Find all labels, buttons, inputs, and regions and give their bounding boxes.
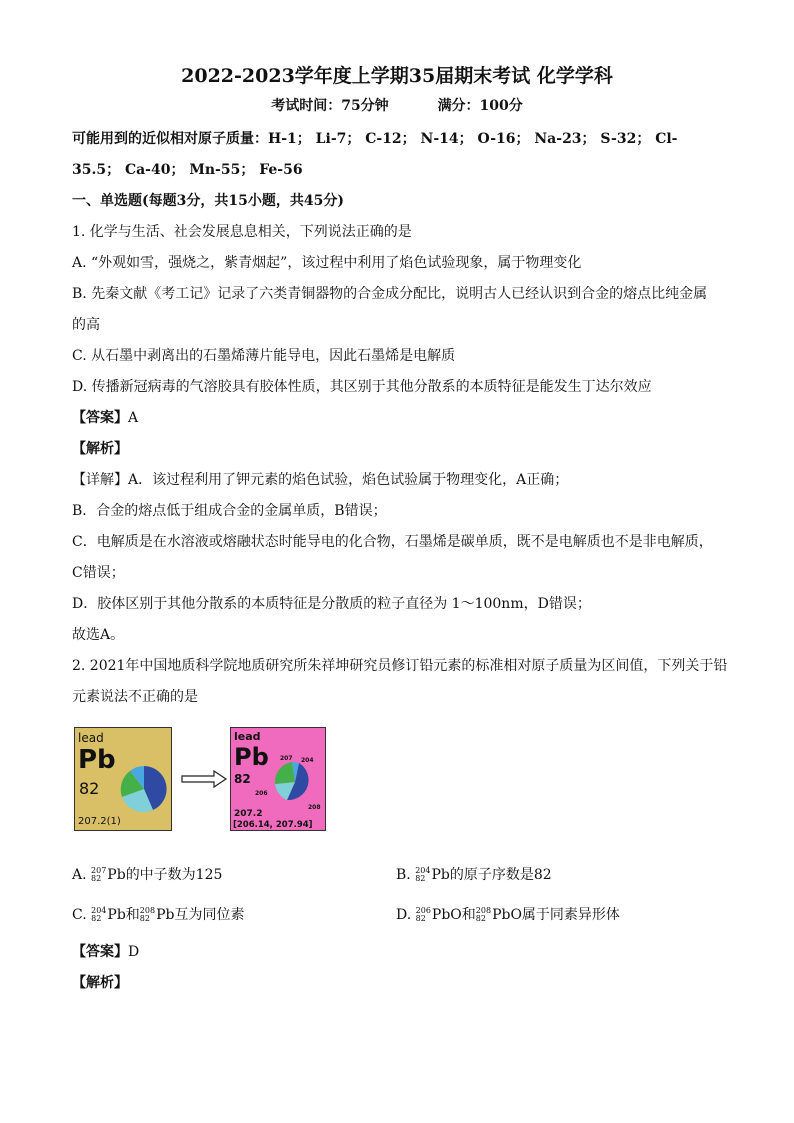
q1-option-c: C. 从石墨中剥离出的石墨烯薄片能导电，因此石墨烯是电解质	[72, 348, 456, 364]
card-new-number: 82	[234, 772, 251, 786]
atomic-masses-line1: 可能用到的近似相对原子质量：H-1； Li-7； C-12； N-14； O-16； Na-23； S-32； Cl-	[72, 131, 678, 147]
card-old-number: 82	[79, 779, 100, 798]
atomic-number: 82	[415, 914, 426, 923]
card-old-name: lead	[78, 731, 104, 745]
lead-card-old	[74, 727, 172, 831]
card-new-interval: [206.14, 207.94]	[233, 820, 313, 830]
answer-value: A	[128, 410, 139, 426]
arrow-right-icon	[180, 769, 228, 789]
element-symbol: Pb	[156, 907, 175, 923]
section-heading: 一、单选题(每题3分，共15小题，共45分)	[72, 193, 344, 209]
pie-label-204: 204	[301, 757, 314, 764]
q2-answer	[72, 937, 722, 968]
q2-options-row2	[72, 895, 722, 935]
atomic-number: 82	[91, 914, 102, 923]
question-2	[72, 651, 728, 999]
exam-page	[72, 62, 728, 999]
option-prefix: D.	[396, 907, 412, 923]
answer-label: 【答案】	[72, 944, 128, 960]
card-new-mass: 207.2	[234, 809, 263, 819]
atomic-number: 82	[415, 874, 426, 883]
q1-conclusion: 故选A。	[72, 627, 125, 643]
q1-detail-1: 【详解】A．该过程利用了钾元素的焰色试验，焰色试验属于物理变化，A正确；	[72, 472, 569, 488]
q1-detail-3: C．电解质是在水溶液或熔融状态时能导电的化合物，石墨烯是碳单质，既不是电解质也不是非电解质，	[72, 534, 713, 550]
isotope-notation	[91, 867, 106, 883]
q1-option-a: A. “外观如雪，强烧之，紫青烟起”，该过程中利用了焰色试验现象，属于物理变化	[72, 255, 582, 271]
mass-number: 208	[139, 906, 156, 915]
q1-detail-5: D．胶体区别于其他分散系的本质特征是分散质的粒子直径为 1～100nm，D错误；	[72, 596, 591, 612]
atomic-masses-line2: 35.5； Ca-40； Mn-55； Fe-56	[72, 162, 303, 178]
mass-number: 207	[91, 866, 107, 875]
element-symbol: Pb	[431, 867, 450, 883]
q2-option-d	[396, 895, 620, 935]
isotope-notation	[415, 867, 430, 883]
mass-number: 204	[91, 906, 107, 915]
question-1	[72, 217, 722, 651]
q1-option-d: D. 传播新冠病毒的气溶胶具有胶体性质，其区别于其他分散系的本质特征是能发生丁达尔效应	[72, 379, 652, 395]
option-prefix: C.	[72, 907, 87, 923]
lead-element-figure	[72, 717, 722, 849]
isotope-notation	[140, 907, 155, 923]
option-text: 属于同素异形体	[521, 907, 620, 923]
q1-option-b-line2: 的高	[72, 317, 100, 333]
answer-value: D	[128, 944, 140, 960]
q2-stem-line1: 2. 2021年中国地质科学院地质研究所朱祥坤研究员修订铅元素的标准相对原子质量为区间值，下列关于铅	[72, 658, 728, 674]
isotope-notation	[416, 907, 431, 923]
exam-score: 满分：100分	[437, 98, 523, 114]
option-text: 互为同位素	[174, 907, 245, 923]
mass-number: 208	[475, 906, 492, 915]
q1-option-b-line1: B. 先秦文献《考工记》记录了六类青铜器物的合金成分配比，说明古人已经认识到合金的熔点比纯金属	[72, 286, 708, 302]
answer-label: 【答案】	[72, 410, 128, 426]
element-symbol: PbO	[431, 907, 462, 923]
option-conjunction: 和	[125, 907, 140, 923]
q2-option-b	[396, 855, 552, 895]
option-prefix: A.	[72, 867, 87, 883]
element-symbol: PbO	[492, 907, 522, 923]
page-title: 2022-2023学年度上学期35届期末考试 化学学科	[181, 65, 613, 87]
mass-number: 204	[415, 866, 431, 875]
exam-info	[72, 94, 722, 118]
option-prefix: B.	[396, 867, 411, 883]
element-symbol: Pb	[107, 867, 126, 883]
isotope-notation	[91, 907, 106, 923]
atomic-number: 82	[139, 914, 150, 923]
pie-label-206: 206	[255, 790, 268, 797]
q2-analysis-label: 【解析】	[72, 975, 128, 991]
card-new-symbol: Pb	[234, 743, 269, 771]
atomic-number: 82	[91, 874, 102, 883]
pie-label-207: 207	[280, 755, 293, 762]
q2-stem-line2: 元素说法不正确的是	[72, 689, 198, 705]
q1-detail-2: B．合金的熔点低于组成合金的金属单质，B错误；	[72, 503, 387, 519]
q1-detail-4: C错误；	[72, 565, 125, 581]
element-symbol: Pb	[107, 907, 126, 923]
option-text: 的中子数为125	[125, 867, 223, 883]
card-new-name: lead	[234, 730, 261, 743]
q1-answer	[72, 403, 722, 434]
isotope-notation	[476, 907, 491, 923]
q2-option-c	[72, 895, 244, 935]
q2-options-row1	[72, 855, 722, 895]
q2-option-a	[72, 855, 222, 895]
option-conjunction: 和	[461, 907, 476, 923]
option-text: 的原子序数是82	[449, 867, 552, 883]
lead-card-new	[230, 727, 326, 831]
pie-label-208: 208	[308, 804, 321, 811]
card-old-mass: 207.2(1)	[78, 816, 121, 827]
q1-stem: 1. 化学与生活、社会发展息息相关，下列说法正确的是	[72, 224, 412, 240]
exam-time: 考试时间：75分钟	[271, 98, 389, 114]
card-old-symbol: Pb	[78, 745, 116, 775]
atomic-number: 82	[475, 914, 486, 923]
q1-analysis-label: 【解析】	[72, 441, 128, 457]
mass-number: 206	[415, 906, 431, 915]
